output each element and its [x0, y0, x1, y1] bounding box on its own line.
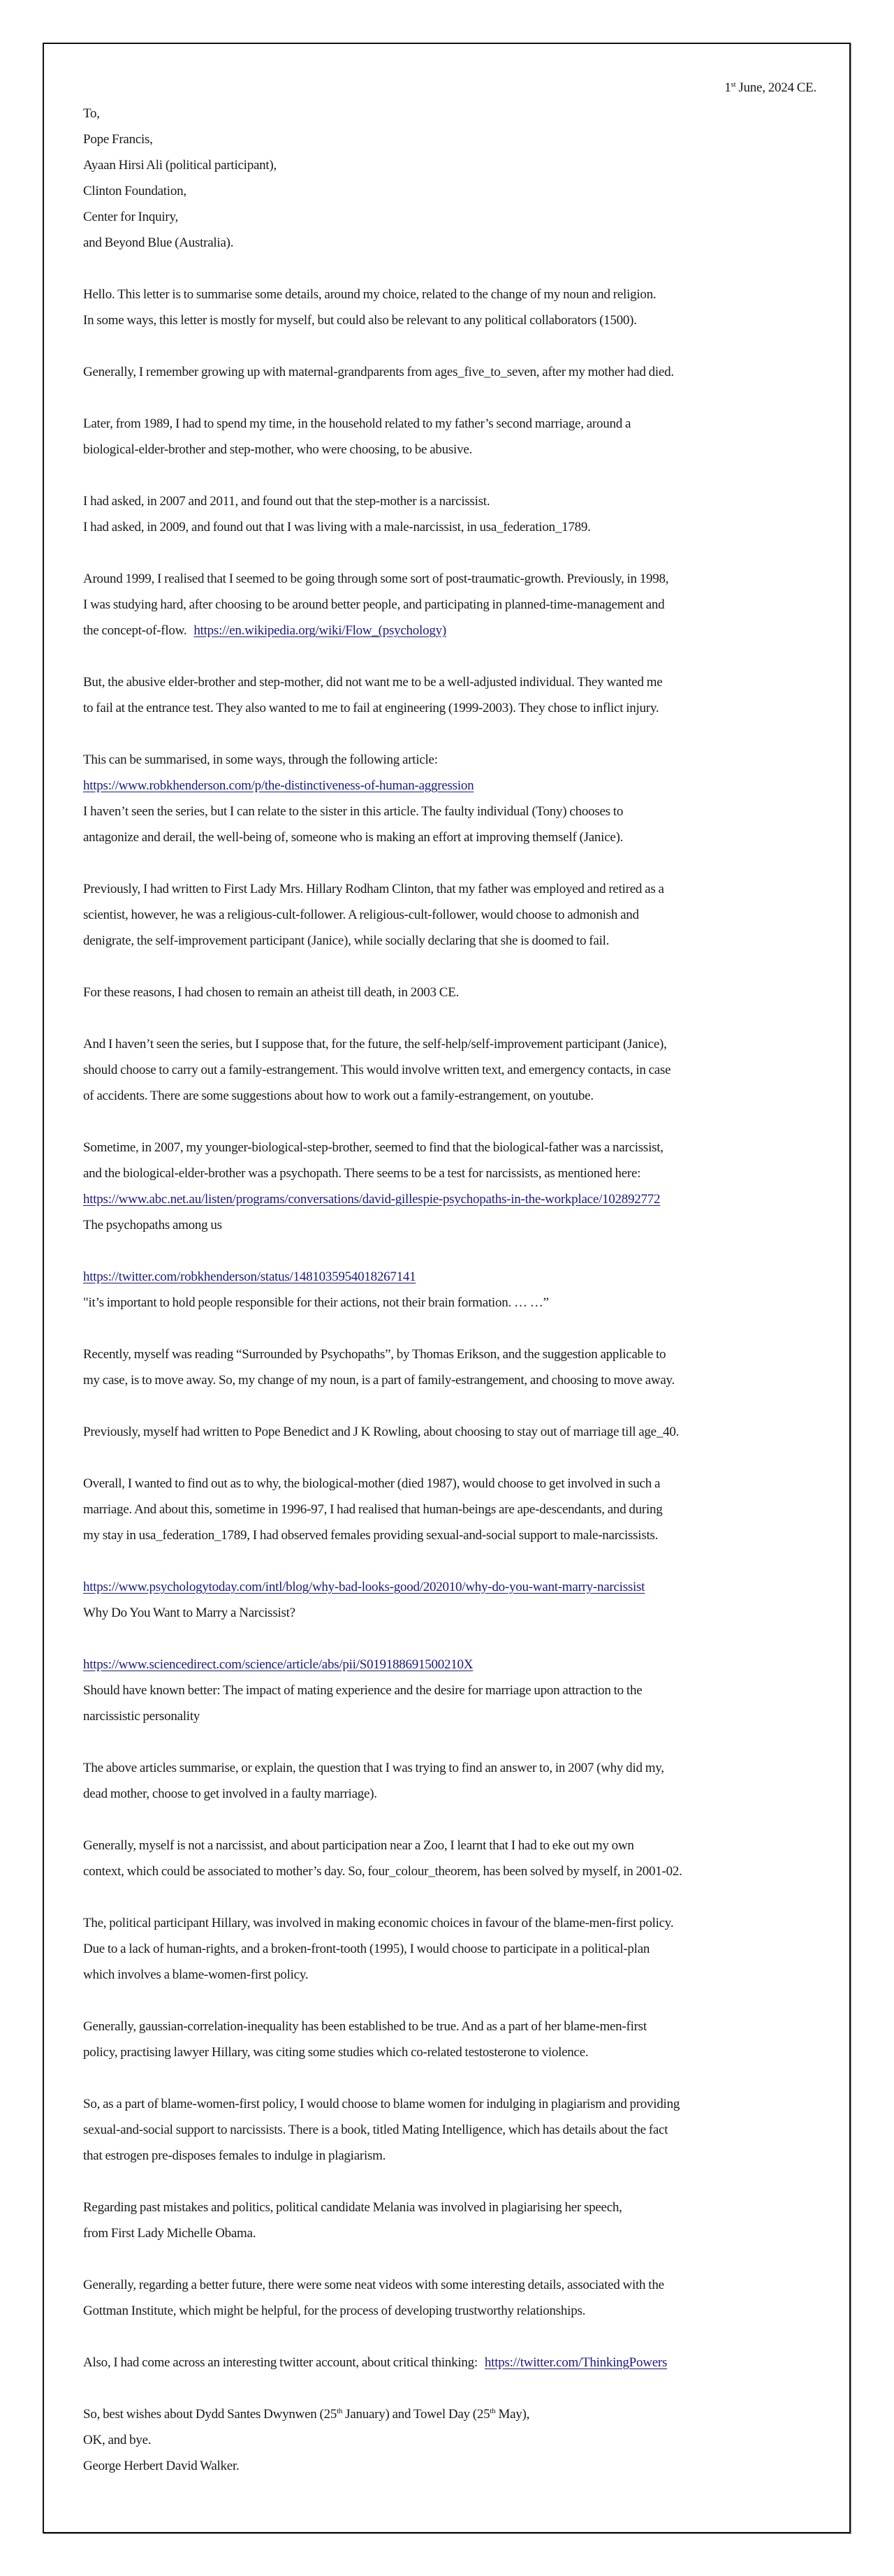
- paragraph-line: dead mother, choose to get involved in a faulty marriage).: [83, 1787, 377, 1801]
- paragraph-line: So, as a part of blame-women-first policy, I would choose to blame women for indulging in plagiarism and providing: [83, 2097, 680, 2111]
- paragraph-text: Also, I had come across an interesting twitter account, about critical thinking:: [83, 2355, 478, 2370]
- paragraph-line: [83, 1264, 816, 1290]
- paragraph-intro: [83, 282, 816, 333]
- paragraph-line: [83, 1652, 816, 1678]
- paragraph-line: I had asked, in 2009, and found out that I was living with a male-narcissist, in usa_federation_1789.: [83, 520, 591, 534]
- paragraph-line: biological-elder-brother and step-mother, who were choosing, to be abusive.: [83, 442, 473, 457]
- spacer: [83, 2065, 816, 2091]
- paragraph-atheist: [83, 980, 816, 1005]
- spacer: [83, 721, 816, 747]
- spacer: [83, 1109, 816, 1135]
- quote-text: "it’s important to hold people responsible for their actions, not their brain formation. … …”: [83, 1295, 549, 1310]
- paragraph-sciencedirect: [83, 1652, 816, 1729]
- ordinal-suffix: th: [337, 2407, 343, 2415]
- paragraph-line: And I haven’t seen the series, but I suppose that, for the future, the self-help/self-improvement participant (Janice),: [83, 1037, 667, 1051]
- paragraph-above-articles: [83, 1755, 816, 1807]
- spacer: [83, 333, 816, 359]
- paragraph-line: [83, 1186, 816, 1212]
- paragraph-1989: [83, 411, 816, 463]
- paragraph-line: denigrate, the self-improvement participant (Janice), while socially declaring that she is doomed to fail.: [83, 933, 610, 948]
- paragraph-zoo: [83, 1833, 816, 1884]
- spacer: [83, 2169, 816, 2195]
- spacer: [83, 643, 816, 669]
- paragraph-line: Generally, I remember growing up with maternal-grandparents from ages_five_to_seven, after my mother had died.: [83, 365, 674, 379]
- spacer: [83, 1729, 816, 1755]
- paragraph-asked: [83, 488, 816, 540]
- link-abc-psychopaths[interactable]: https://www.abc.net.au/listen/programs/conversations/david-gillespie-psychopaths-in-the-workplace/102892772: [83, 1192, 661, 1207]
- paragraph-line: [83, 1574, 816, 1600]
- link-caption: The psychopaths among us: [83, 1218, 222, 1232]
- spacer: [83, 1626, 816, 1652]
- link-twitter-status[interactable]: https://twitter.com/robkhenderson/status/1481035954018267141: [83, 1269, 416, 1284]
- paragraph-gottman: [83, 2272, 816, 2324]
- paragraph-line: But, the abusive elder-brother and step-mother, did not want me to be a well-adjusted individual. They wanted me: [83, 675, 663, 690]
- paragraph-hillary-letter: [83, 876, 816, 954]
- spacer: [83, 2246, 816, 2272]
- paragraph-psychologytoday: [83, 1574, 816, 1626]
- date-suffix: st: [731, 80, 736, 89]
- paragraph-line: In some ways, this letter is mostly for myself, but could also be relevant to any political collaborators (1500).: [83, 313, 637, 328]
- paragraph-twitter-account: [83, 2350, 816, 2375]
- spacer: [83, 385, 816, 411]
- signature: George Herbert David Walker.: [83, 2459, 240, 2473]
- paragraph-text: the concept-of-flow.: [83, 623, 187, 638]
- paragraph-line: which involves a blame-women-first policy.: [83, 1967, 309, 1982]
- spacer: [83, 1316, 816, 1341]
- paragraph-line: that estrogen pre-disposes females to indulge in plagiarism.: [83, 2148, 386, 2163]
- paragraph-overall: [83, 1471, 816, 1548]
- spacer: [83, 1005, 816, 1031]
- paragraph-line: context, which could be associated to mother’s day. So, four_colour_theorem, has been solved by myself, in 2001-02.: [83, 1864, 682, 1879]
- wishes-text: May),: [495, 2407, 530, 2422]
- paragraph-line: Generally, regarding a better future, there were some neat videos with some interesting details, associated with the: [83, 2278, 664, 2292]
- paragraph-line: antagonize and derail, the well-being of, someone who is making an effort at improving themself (Janice).: [83, 830, 624, 845]
- link-sciencedirect[interactable]: https://www.sciencedirect.com/science/article/abs/pii/S019188691500210X: [83, 1657, 474, 1672]
- letter-closing: [83, 2401, 816, 2479]
- spacer: [83, 540, 816, 566]
- closing-wishes: [83, 2401, 816, 2427]
- wishes-text: January) and Towel Day (25: [342, 2407, 490, 2422]
- paragraph-line: Generally, myself is not a narcissist, and about participation near a Zoo, I learnt that I had to eke out my own: [83, 1838, 634, 1853]
- paragraph-line: Due to a lack of human-rights, and a broken-front-tooth (1995), I would choose to participate in a political-plan: [83, 1942, 650, 1956]
- ordinal-suffix: th: [490, 2407, 496, 2415]
- recipient: Center for Inquiry,: [83, 210, 178, 224]
- paragraph-line: scientist, however, he was a religious-cult-follower. A religious-cult-follower, would choose to admonish and: [83, 908, 639, 922]
- recipient: Clinton Foundation,: [83, 184, 186, 198]
- paragraph-melania: [83, 2195, 816, 2246]
- letter-body: [83, 75, 816, 2479]
- paragraph-summary-article: [83, 747, 816, 850]
- paragraph-line: sexual-and-social support to narcissists. There is a book, titled Mating Intelligence, which has details about the fact: [83, 2123, 668, 2137]
- paragraph-gaussian: [83, 2014, 816, 2065]
- spacer: [83, 954, 816, 980]
- link-caption: Should have known better: The impact of mating experience and the desire for marriage upon attraction to the: [83, 1683, 643, 1698]
- spacer: [83, 1548, 816, 1574]
- paragraph-line: should choose to carry out a family-estrangement. This would involve written text, and emergency contacts, in case: [83, 1063, 671, 1077]
- paragraph-line: to fail at the entrance test. They also wanted to me to fail at engineering (1999-2003). They chose to inflict injury.: [83, 701, 659, 715]
- paragraph-1999: [83, 566, 816, 643]
- paragraph-line: The above articles summarise, or explain, the question that I was trying to find an answer to, in 2007 (why did my,: [83, 1761, 664, 1775]
- paragraph-line: of accidents. There are some suggestions about how to work out a family-estrangement, on youtube.: [83, 1089, 594, 1103]
- closing-bye: OK, and bye.: [83, 2433, 152, 2447]
- letter-date: [83, 75, 816, 101]
- paragraph-line: Later, from 1989, I had to spend my time, in the household related to my father’s second marriage, around a: [83, 416, 631, 431]
- spacer: [83, 1238, 816, 1264]
- paragraph-line: from First Lady Michelle Obama.: [83, 2226, 256, 2241]
- spacer: [83, 1884, 816, 1910]
- link-robkhenderson-article[interactable]: https://www.robkhenderson.com/p/the-distinctiveness-of-human-aggression: [83, 778, 474, 793]
- paragraph-line: I haven’t seen the series, but I can relate to the sister in this article. The faulty individual (Tony) chooses to: [83, 804, 624, 819]
- link-psychologytoday[interactable]: https://www.psychologytoday.com/intl/blog/why-bad-looks-good/202010/why-do-you-want-marry-narcissist: [83, 1580, 645, 1594]
- paragraph-political: [83, 1910, 816, 1988]
- paragraph-line: my stay in usa_federation_1789, I had observed females providing sexual-and-social support to male-narcissists.: [83, 1528, 659, 1543]
- paragraph-line: policy, practising lawyer Hillary, was citing some studies which co-related testosterone to violence.: [83, 2045, 589, 2060]
- spacer: [83, 850, 816, 876]
- spacer: [83, 1988, 816, 2014]
- paragraph-line: Previously, I had written to First Lady Mrs. Hillary Rodham Clinton, that my father was employed and retired as a: [83, 882, 664, 896]
- paragraph-blame-policy: [83, 2091, 816, 2169]
- paragraph-line: Overall, I wanted to find out as to why, the biological-mother (died 1987), would choose to get involved in such a: [83, 1476, 661, 1491]
- paragraph-line: Previously, myself had written to Pope Benedict and J K Rowling, about choosing to stay out of marriage till age_40.: [83, 1425, 680, 1439]
- paragraph-surrounded: [83, 1341, 816, 1393]
- spacer: [83, 2375, 816, 2401]
- salutation: To,: [83, 106, 100, 121]
- paragraph-line: [83, 618, 816, 643]
- paragraph-line: Around 1999, I realised that I seemed to be going through some sort of post-traumatic-growth. Previously, in 1998,: [83, 572, 669, 586]
- spacer: [83, 1807, 816, 1833]
- paragraph-line: Recently, myself was reading “Surrounded by Psychopaths”, by Thomas Erikson, and the suggestion applicable to: [83, 1347, 666, 1362]
- recipient: and Beyond Blue (Australia).: [83, 235, 234, 250]
- date-day: 1: [724, 80, 731, 95]
- link-thinkingpowers[interactable]: https://twitter.com/ThinkingPowers: [484, 2355, 668, 2370]
- paragraph-line: [83, 2350, 816, 2375]
- recipient: Pope Francis,: [83, 132, 153, 147]
- recipient: Ayaan Hirsi Ali (political participant),: [83, 158, 277, 173]
- link-wikipedia-flow[interactable]: https://en.wikipedia.org/wiki/Flow_(psychology): [193, 623, 446, 638]
- paragraph-line: marriage. And about this, sometime in 1996-97, I had realised that human-beings are ape-descendants, and during: [83, 1502, 663, 1517]
- paragraph-twitter-quote: [83, 1264, 816, 1316]
- paragraph-line: Sometime, in 2007, my younger-biological-step-brother, seemed to find that the biological-father was a narcissist,: [83, 1140, 664, 1155]
- paragraph-line: I was studying hard, after choosing to be around better people, and participating in planned-time-management and: [83, 597, 665, 612]
- paragraph-line: For these reasons, I had chosen to remain an atheist till death, in 2003 CE.: [83, 985, 460, 1000]
- spacer: [83, 1445, 816, 1471]
- paragraph-abusive: [83, 669, 816, 721]
- paragraph-estrangement: [83, 1031, 816, 1109]
- date-rest: June, 2024 CE.: [735, 80, 816, 95]
- paragraph-line: I had asked, in 2007 and 2011, and found out that the step-mother is a narcissist.: [83, 494, 490, 509]
- paragraph-line: Gottman Institute, which might be helpful, for the process of developing trustworthy relationships.: [83, 2304, 586, 2318]
- paragraph-line: [83, 773, 816, 799]
- paragraph-line: my case, is to move away. So, my change of my noun, is a part of family-estrangement, and choosing to move away.: [83, 1373, 675, 1388]
- wishes-text: So, best wishes about Dydd Santes Dwynwen (25: [83, 2407, 337, 2422]
- paragraph-line: The, political participant Hillary, was involved in making economic choices in favour of the blame-men-first policy.: [83, 1916, 674, 1930]
- spacer: [83, 1393, 816, 1419]
- spacer: [83, 2324, 816, 2350]
- paragraph-pope-benedict: [83, 1419, 816, 1445]
- paragraph-2007: [83, 1135, 816, 1238]
- spacer: [83, 463, 816, 488]
- letter-page: [43, 43, 851, 2533]
- paragraph-line: Hello. This letter is to summarise some details, around my choice, related to the change of my noun and religion.: [83, 287, 657, 302]
- paragraph-line: Generally, gaussian-correlation-inequality has been established to be true. And as a part of her blame-men-first: [83, 2019, 647, 2034]
- spacer: [83, 256, 816, 282]
- link-caption: Why Do You Want to Marry a Narcissist?: [83, 1606, 295, 1620]
- paragraph-line: Regarding past mistakes and politics, political candidate Melania was involved in plagiarising her speech,: [83, 2200, 622, 2215]
- paragraph-grandparents: [83, 359, 816, 385]
- paragraph-line: and the biological-elder-brother was a psychopath. There seems to be a test for narcissists, as mentioned here:: [83, 1166, 641, 1181]
- paragraph-line: This can be summarised, in some ways, through the following article:: [83, 752, 438, 767]
- link-caption: narcissistic personality: [83, 1709, 200, 1724]
